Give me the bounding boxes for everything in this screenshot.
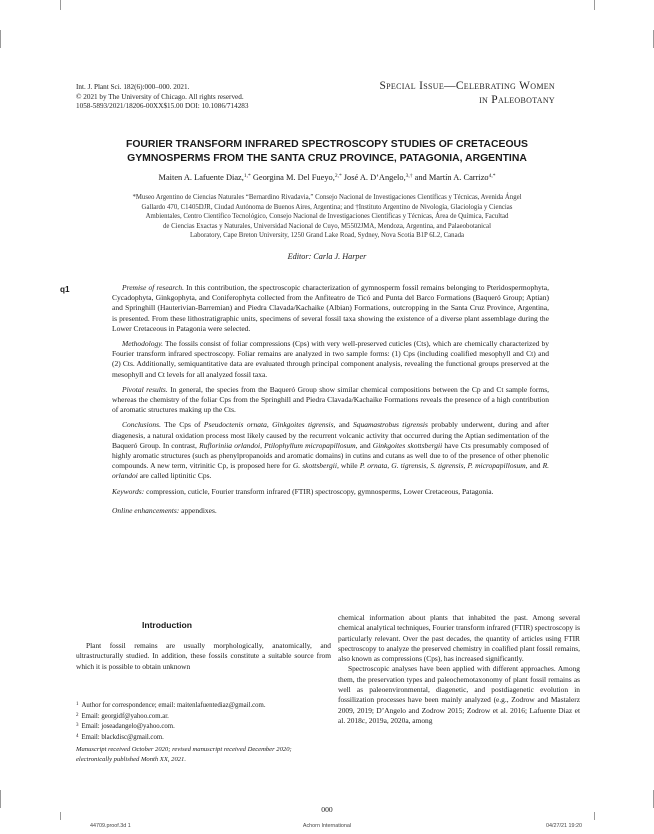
author-conjunction: and (414, 173, 427, 182)
abstract-label: Pivotal results. (122, 384, 168, 394)
footnotes (76, 700, 331, 742)
title-line2: GYMNOSPERMS FROM THE SANTA CRUZ PROVINCE, PATAGONIA, ARGENTINA (127, 153, 527, 164)
abstract-text: , and (355, 440, 371, 450)
author-mark: 3,† (405, 173, 413, 179)
affiliation-line: Gallardo 470, C1405DJR, Ciudad Autónoma de Buenos Aires, Argentina; and †Instituto Argentino de Nivología, Glaciología y Ciencias (141, 203, 513, 211)
author-name: Maiten A. Lafuente Diaz, (158, 173, 244, 182)
taxon-name: P. micropapillosum (467, 461, 526, 471)
abstract-text: , (463, 461, 466, 471)
author-name: Georgina M. Del Fueyo, (252, 173, 335, 182)
abstract-text: , (426, 461, 429, 471)
author-name: José A. D’Angelo, (343, 173, 406, 182)
abstract-label: Methodology. (122, 339, 164, 349)
body-column-right (338, 613, 580, 726)
taxon-name: G. tigrensis (391, 461, 427, 471)
affiliations (84, 193, 570, 241)
abstract-text: In general, the species from the Baqueró Group show similar chemical compositions between the Cp and Ct sample forms, whereas the chemistry of the foliar Cps from the Springhill and Piedra Clavada/Kachaike Formations reveals the presence of a high contribution of aromatic structures making up the Cts. (112, 384, 550, 415)
footer-proof-id: 44709.proof.3d 1 (90, 823, 131, 829)
abstract-text: , and (525, 461, 541, 471)
online-label: Online enhancements: (112, 505, 180, 515)
page-number: 000 (321, 805, 333, 814)
affiliation-line: Ambientales, Centro Científico Tecnológico, Consejo Nacional de Investigaciones Científicas y Técnicas, Área de Química, Facultad (145, 213, 509, 221)
journal-line: Int. J. Plant Sci. 182(6):000–000. 2021. (76, 83, 190, 91)
abstract (112, 283, 549, 521)
issn-line: 1058-5893/2021/18206-00XX$15.00 DOI: 10.1086/714283 (76, 102, 249, 111)
abstract-text: have Cts presumably composed of highly aromatic structures (such as phenylpropanoids and aromatic domains) in cutins and cutans as well due to of the presence of other phenolic compounds. A new term, vitrinitic Cp, is proposed here for (112, 440, 550, 471)
editor-line: Editor: Carla J. Harper (287, 252, 367, 261)
author-list (60, 171, 594, 183)
body-paragraph: Plant fossil remains are usually morphologically, anatomically, and ultrastructurally studied. In addition, these fossils constitute a suitable source from which it is possible to obtain unknown (76, 641, 331, 671)
crop-mark (60, 0, 61, 10)
crop-mark (0, 30, 1, 48)
special-issue-line1: Special Issue—Celebrating Women (379, 80, 555, 92)
keywords (112, 487, 549, 497)
affiliation-line: de Ciencias Exactas y Naturales, Universidad Nacional de Cuyo, M5502JMA, Mendoza, Argentina, and Palaeobotanical (163, 222, 491, 230)
footnote (76, 732, 331, 743)
manuscript-line: electronically published Month XX, 2021. (76, 755, 186, 763)
footnote (76, 721, 331, 732)
footnote (76, 700, 331, 711)
query-marker: q1 (60, 285, 70, 294)
section-heading: Introduction (141, 620, 193, 630)
footnote-text: Author for correspondence; email: maitenlafuentediaz@gmail.com. (81, 702, 266, 709)
abstract-text: probably underwent, during and after diagenesis, a natural oxidation process most likely caused by the recurrent volcanic activity that occurred during the Aptian sedimentation of the Baqueró Group. In contrast, (112, 420, 550, 450)
footer-timestamp: 04/27/21 19:20 (546, 823, 582, 829)
footnote-text: Email: georgidf@yahoo.com.ar. (81, 712, 169, 720)
crop-mark (594, 0, 595, 10)
footnote-mark: 3 (76, 723, 79, 729)
taxon-name: Ginkgoites skottsbergii (372, 440, 443, 450)
affiliation-line: *Museo Argentino de Ciencias Naturales “Bernardino Rivadavia,” Consejo Nacional de Investigaciones Científicas y Técnicas, Avenida Ángel (132, 194, 522, 201)
author-mark: 1,* (243, 173, 251, 179)
footnote-text: Email: blackdisc@gmail.com. (81, 733, 164, 741)
footer-typesetter: Achorn International (302, 823, 352, 829)
article-title (60, 138, 594, 166)
taxon-name: Squamastrobus tigrensis (352, 420, 428, 430)
author-mark: 2,* (334, 173, 342, 179)
abstract-text: are called liptinitic Cps. (139, 471, 212, 481)
footnote-mark: 1 (76, 702, 79, 707)
taxon-name: Ginkgoites tigrensis (272, 420, 334, 430)
taxon-name: Pseudoctenis ornata (203, 420, 267, 430)
manuscript-dates (76, 745, 336, 764)
abstract-text: , and (333, 420, 350, 430)
taxon-name: S. tigrensis (430, 461, 464, 471)
special-issue-line2: in Paleobotany (479, 94, 555, 106)
footnote-mark: 4 (76, 733, 79, 739)
author-mark: 4,* (488, 173, 496, 179)
journal-meta (76, 83, 249, 112)
footnote-mark: 2 (76, 712, 79, 718)
taxon-name: R. orlandoi (112, 461, 550, 481)
body-paragraph: chemical information about plants that inhabited the past. Among several chemical analytical techniques, Fourier transform infrared (FTIR) spectroscopy is particularly relevant. Over the past decades, the quantity of articles using FTIR spectroscopy to analyze the preserved chemistry in coalified plant fossil remains, also known as compressions (Cps), has increased significantly. (338, 613, 580, 664)
taxon-name: P. ornata (359, 461, 388, 471)
abstract-text: , (266, 420, 269, 430)
abstract-conclusions (112, 420, 549, 481)
abstract-text: , while (336, 461, 358, 471)
manuscript-line: Manuscript received October 2020; revised manuscript received December 2020; (76, 746, 292, 753)
abstract-text: , (387, 461, 390, 471)
title-line1: FOURIER TRANSFORM INFRARED SPECTROSCOPY STUDIES OF CRETACEOUS (126, 139, 528, 150)
footnote-text: Email: joseadangelo@yahoo.com. (81, 723, 175, 731)
taxon-name: G. skottsbergii (292, 461, 337, 471)
abstract-label: Premise of research. (122, 283, 184, 292)
abstract-text: The Cps of (164, 420, 201, 430)
abstract-methodology (112, 339, 549, 380)
body-column-left (76, 641, 331, 672)
affiliation-line: Laboratory, Cape Breton University, 1250 Grand Lake Road, Sydney, Nova Scotia B1P 6L2, Canada (189, 232, 464, 240)
abstract-text: , (260, 440, 262, 450)
abstract-label: Conclusions. (122, 420, 161, 430)
taxon-name: Rufloriniia orlandoi (199, 440, 261, 450)
abstract-results (112, 385, 549, 416)
taxon-name: Ptilophyllum micropapillosum (264, 440, 356, 450)
body-paragraph: Spectroscopic analyses have been applied with different approaches. Among them, the preservation types and paleochemotaxonomy of plant fossil remains as well as paleoenvironmental, diagenetic, and postdiagenetic evolution in fossilization processes have been mainly analyzed (e.g., Zodrow and Mastalerz 2009, 2019; D’Angelo and Zodrow 2015; Zodrow et al. 2016; Lafuente Diaz et al. 2018c, 2019a, 2020a, among (338, 664, 580, 725)
author-name: Martín A. Carrizo (428, 173, 489, 182)
keywords-text: compression, cuticle, Fourier transform infrared (FTIR) spectroscopy, gymnosperms, Lower Cretaceous, Patagonia. (146, 486, 494, 496)
online-text: appendixes. (181, 505, 217, 515)
abstract-premise (112, 283, 549, 334)
special-issue-banner (379, 79, 555, 107)
abstract-text: In this contribution, the spectroscopic characterization of gymnosperm fossil remains belonging to Pteridospermophyta, Cycadophyta, Ginkgophyta, and Coniferophyta collected from the Anfiteatro de Ticó and Punta del Barco Formations (Baqueró Group; Aptian) and Springhill (Hauterivian-Barremian) and Piedra Clavada/Kachaike (Albian) Formations, outcropping in the Santa Cruz Province, Argentina, is presented. From these lithostratigraphic units, specimens of several fossil taxa showing the existence of a diverse plant assemblage during the Lower Cretaceous in Patagonia were selected. (112, 283, 549, 333)
abstract-text: The fossils consist of foliar compressions (Cps) with very well-preserved cuticles (Cts), which are chemically characterized by Fourier transform infrared spectroscopy. Foliar remains are analyzed in two sample forms: (1) Cps (including coalified mesophyll and Ct) and (2) Cts. Additionally, semiquantitative data are evaluated through principal component analysis, revealing the functional groups preserved at the mesophyll and Ct levels for all analyzed fossil taxa. (112, 339, 549, 379)
footnote (76, 711, 331, 722)
copyright-line: © 2021 by The University of Chicago. All rights reserved. (76, 92, 244, 101)
online-enhancements (112, 506, 549, 516)
keywords-label: Keywords: (112, 486, 145, 496)
